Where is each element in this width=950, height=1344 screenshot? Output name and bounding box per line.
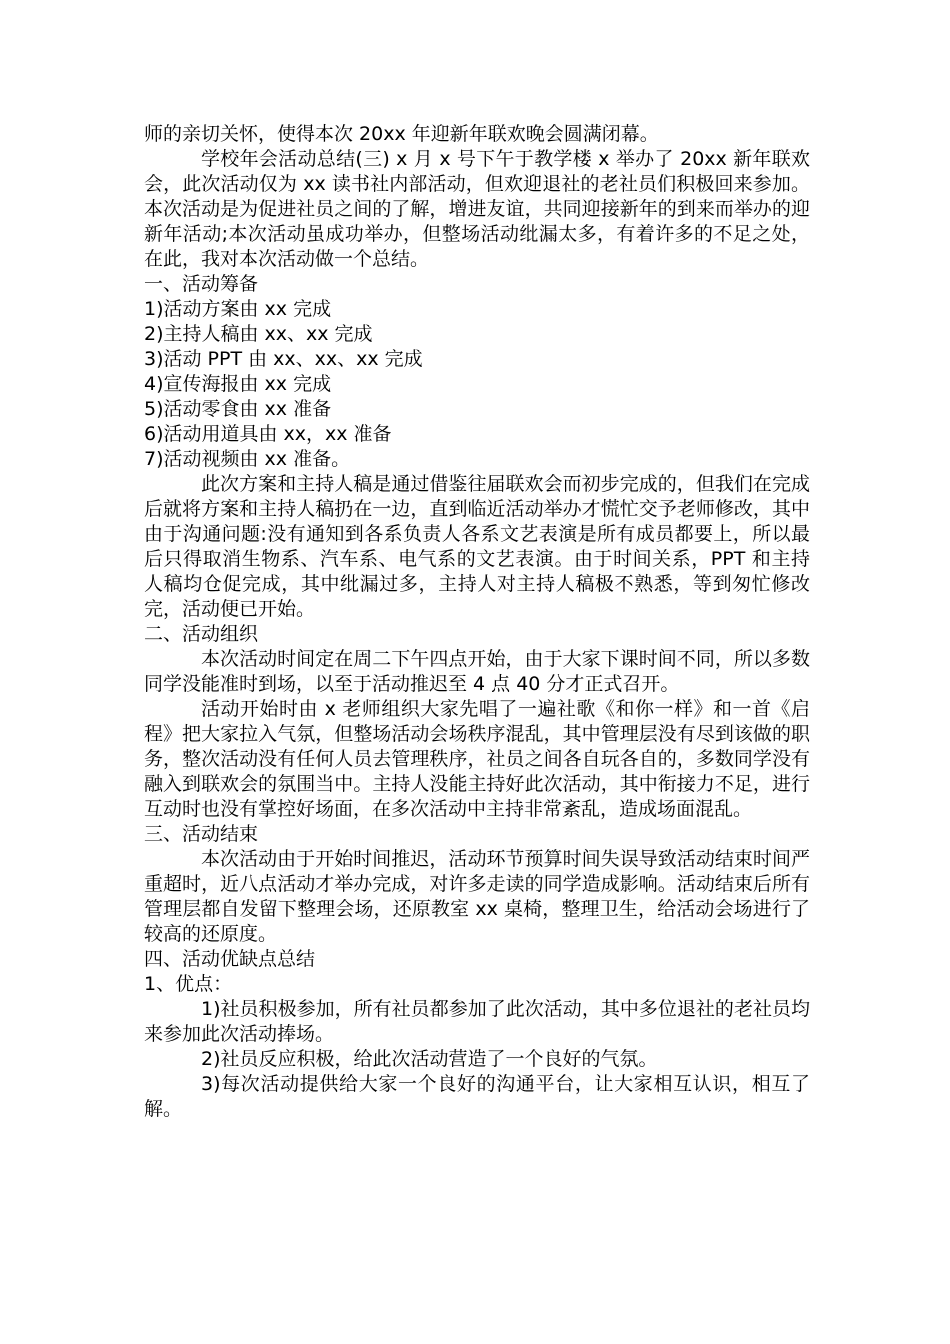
list-item: 2)主持人稿由 xx、xx 完成 bbox=[144, 323, 373, 345]
list-item: 3)活动 PPT 由 xx、xx、xx 完成 bbox=[144, 348, 423, 370]
document-body bbox=[144, 122, 810, 1122]
list-item: 5)活动零食由 xx 准备 bbox=[144, 398, 332, 420]
subsection-heading-strengths: 1、优点： bbox=[144, 973, 233, 995]
list-item: 2)社员反应积极，给此次活动营造了一个良好的气氛。 bbox=[201, 1048, 658, 1070]
section-heading-ending: 三、活动结束 bbox=[144, 823, 259, 845]
section-heading-preparation: 一、活动筹备 bbox=[144, 273, 259, 295]
list-item: 1)社员积极参加，所有社员都参加了此次活动，其中多位退社的老社员均来参加此次活动捧场。 bbox=[144, 998, 810, 1045]
list-item: 6)活动用道具由 xx，xx 准备 bbox=[144, 423, 392, 445]
section-heading-summary: 四、活动优缺点总结 bbox=[144, 948, 316, 970]
paragraph-preparation-review: 此次方案和主持人稿是通过借鉴往届联欢会而初步完成的，但我们在完成后就将方案和主持人稿扔在一边，直到临近活动举办才慌忙交予老师修改，其中由于沟通问题:没有通知到各系负责人各系文艺表演是所有成员都要上，所以最后只得取消生物系、汽车系、电气系的文艺表演。由于时间关系，PPT 和主持人稿均仓促完成，其中纰漏过多，主持人对主持人稿极不熟悉，等到匆忙修改完，活动便已开始。 bbox=[144, 473, 810, 620]
list-item: 3)每次活动提供给大家一个良好的沟通平台，让大家相互认识，相互了解。 bbox=[144, 1073, 810, 1120]
list-item: 1)活动方案由 xx 完成 bbox=[144, 298, 332, 320]
paragraph-timing: 本次活动时间定在周二下午四点开始，由于大家下课时间不同，所以多数同学没能准时到场，以至于活动推迟至 4 点 40 分才正式召开。 bbox=[144, 648, 810, 695]
paragraph-intro: 学校年会活动总结(三) x 月 x 号下午于教学楼 x 举办了 20xx 新年联欢会，此次活动仅为 xx 读书社内部活动，但欢迎退社的老社员们积极回来参加。本次活动是为促进社员之间的了解，增进友谊，共同迎接新年的到来而举办的迎新年活动;本次活动虽成功举办，但整场活动纰漏太多，有着许多的不足之处，在此，我对本次活动做一个总结。 bbox=[144, 148, 810, 270]
section-heading-organization: 二、活动组织 bbox=[144, 623, 259, 645]
paragraph-organization: 活动开始时由 x 老师组织大家先唱了一遍社歌《和你一样》和一首《启程》把大家拉入气氛，但整场活动会场秩序混乱，其中管理层没有尽到该做的职务，整次活动没有任何人员去管理秩序，社员之间各自玩各自的，多数同学没有融入到联欢会的氛围当中。主持人没能主持好此次活动，其中衔接力不足，进行互动时也没有掌控好场面，在多次活动中主持非常紊乱，造成场面混乱。 bbox=[144, 698, 810, 820]
list-item: 7)活动视频由 xx 准备。 bbox=[144, 448, 351, 470]
list-item: 4)宣传海报由 xx 完成 bbox=[144, 373, 332, 395]
paragraph-continuation: 师的亲切关怀，使得本次 20xx 年迎新年联欢晚会圆满闭幕。 bbox=[144, 123, 659, 145]
paragraph-ending: 本次活动由于开始时间推迟，活动环节预算时间失误导致活动结束时间严重超时，近八点活动才举办完成，对许多走读的同学造成影响。活动结束后所有管理层都自发留下整理会场，还原教室 xx 桌椅，整理卫生，给活动会场进行了较高的还原度。 bbox=[144, 848, 810, 945]
